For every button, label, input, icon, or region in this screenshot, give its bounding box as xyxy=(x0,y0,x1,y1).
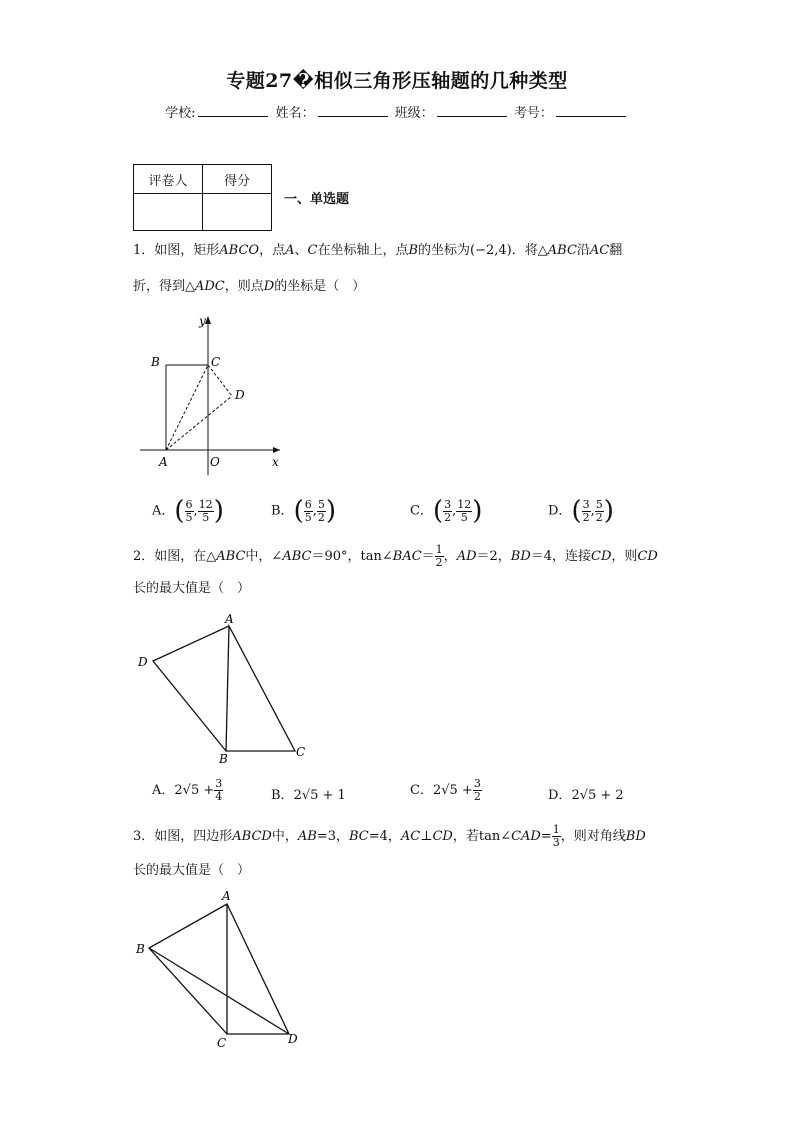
q2-text: ＝4，连接 xyxy=(530,549,592,564)
triangle-abc xyxy=(226,626,295,751)
q1-c: C xyxy=(307,243,318,258)
quadrilateral-abcd xyxy=(149,904,289,1034)
q1-option-b[interactable]: B．( $\frac{6}{5}$ , $\frac{5}{2}$ ) xyxy=(271,496,337,526)
denominator: 2 xyxy=(473,790,481,803)
paren-close: ) xyxy=(213,496,224,526)
q2-text: ＝ xyxy=(421,549,435,564)
fraction xyxy=(185,499,194,524)
numerator: 6 xyxy=(304,497,312,511)
q1-text: 的坐标是（ ） xyxy=(274,279,366,294)
q1-text: 翻 xyxy=(609,243,623,258)
paren-close: ) xyxy=(472,496,483,526)
option-expr: 2√5 + xyxy=(432,783,473,798)
school-blank[interactable] xyxy=(198,104,268,117)
label-d: D xyxy=(288,1032,298,1046)
q2-abc: ABC xyxy=(216,549,246,564)
label-a: A xyxy=(225,612,234,626)
segment-ad xyxy=(166,396,232,450)
q1-adc: ADC xyxy=(195,279,225,294)
numerator: 3 xyxy=(444,497,452,511)
option-label: D． xyxy=(548,503,572,519)
label-c: C xyxy=(296,745,306,759)
label-x: x xyxy=(272,455,279,469)
fraction xyxy=(473,778,482,803)
q1-abco: ABCO xyxy=(219,243,260,258)
q1-text: ．将△ xyxy=(511,243,548,258)
number-blank[interactable] xyxy=(556,104,626,117)
denominator: 5 xyxy=(304,510,312,524)
label-a: A xyxy=(159,455,168,469)
paren-open: ( xyxy=(174,496,185,526)
q2-cd: CD xyxy=(591,549,612,564)
question-1-line-1 xyxy=(133,242,622,260)
q2-abc: ABC xyxy=(282,549,312,564)
fraction xyxy=(304,499,313,524)
q2-option-c[interactable] xyxy=(410,778,482,803)
q3-ac-perp-cd: AC⊥CD xyxy=(400,829,453,844)
q2-text: ＝90°，tan∠ xyxy=(311,549,393,564)
denominator: 3 xyxy=(552,836,560,849)
y-axis-arrow xyxy=(205,316,211,324)
section-heading: 一、单选题 xyxy=(284,192,350,207)
numerator: 1 xyxy=(552,823,560,836)
segment-ac xyxy=(166,365,208,450)
numerator: 5 xyxy=(595,497,603,511)
q3-ab: AB xyxy=(297,829,317,844)
label-b: B xyxy=(136,942,145,956)
q3-text: =4， xyxy=(368,829,401,844)
label-a: A xyxy=(222,889,231,903)
fraction xyxy=(582,499,591,524)
numerator: 6 xyxy=(185,497,193,511)
paren-open: ( xyxy=(293,496,304,526)
denominator: 5 xyxy=(185,510,193,524)
numerator: 1 xyxy=(435,543,443,556)
score-table xyxy=(133,164,272,231)
numerator: 3 xyxy=(473,777,481,790)
label-b: B xyxy=(219,752,228,766)
paren-close: ) xyxy=(603,496,614,526)
q1-text: 在坐标轴上，点 xyxy=(317,243,409,258)
q1-coord: (−2,4) xyxy=(470,243,512,258)
label-b: B xyxy=(151,355,160,369)
q3-bc: BC xyxy=(348,829,369,844)
numerator: 5 xyxy=(317,497,325,511)
q3-figure xyxy=(130,885,320,1055)
question-1-line-2 xyxy=(133,278,365,296)
q2-text: ，则 xyxy=(611,549,638,564)
segments-ad-db xyxy=(153,626,229,751)
class-label: 班级： xyxy=(394,106,434,121)
label-y: y xyxy=(199,314,206,328)
option-label: C． xyxy=(410,783,433,798)
q1-text: ，则点 xyxy=(224,279,264,294)
denominator: 2 xyxy=(444,510,452,524)
option-label: A． xyxy=(152,783,175,798)
q1-text: 、 xyxy=(294,243,308,258)
numerator: 3 xyxy=(582,497,590,511)
q3-text: ，若tan∠ xyxy=(452,829,512,844)
q1-d: D xyxy=(263,279,275,294)
x-axis-arrow xyxy=(273,447,280,453)
denominator: 5 xyxy=(460,510,468,524)
q1-text: 折，得到△ xyxy=(133,279,195,294)
fraction xyxy=(552,824,561,849)
school-label: 学校: xyxy=(165,106,196,121)
grader-cell[interactable] xyxy=(134,194,203,231)
option-expr: 2√5 + xyxy=(174,783,215,798)
q1-text: 的坐标为 xyxy=(418,243,471,258)
q2-option-a[interactable] xyxy=(152,778,223,803)
student-info-line xyxy=(0,102,794,121)
number-label: 考号： xyxy=(513,106,553,121)
q3-text: 中， xyxy=(271,829,298,844)
q1-a: A xyxy=(285,243,295,258)
q3-text: = xyxy=(540,829,552,844)
question-3-line-1 xyxy=(133,824,646,849)
grader-header: 评卷人 xyxy=(134,165,203,194)
q2-figure xyxy=(130,608,320,768)
denominator: 2 xyxy=(317,510,325,524)
fraction xyxy=(198,499,214,524)
name-blank[interactable] xyxy=(318,104,388,117)
q1-abc: ABC xyxy=(547,243,577,258)
question-2-line-1 xyxy=(133,544,658,569)
label-d: D xyxy=(138,655,148,669)
q2-text: ， xyxy=(443,549,457,564)
q2-bd: BD xyxy=(510,549,531,564)
q3-cad: CAD xyxy=(511,829,541,844)
label-o: O xyxy=(210,455,220,469)
score-header: 得分 xyxy=(203,165,272,194)
fraction xyxy=(317,499,326,524)
q3-text: 3．如图，四边形 xyxy=(133,829,233,844)
option-expr: 2√5 + 1 xyxy=(293,788,346,803)
segment-cd xyxy=(208,365,232,396)
q1-ac: AC xyxy=(589,243,610,258)
q2-cd: CD xyxy=(637,549,658,564)
denominator: 4 xyxy=(215,790,223,803)
option-label: A． xyxy=(152,503,175,519)
class-blank[interactable] xyxy=(437,104,507,117)
option-label: B． xyxy=(271,503,294,519)
q1-figure xyxy=(130,310,290,480)
q1-b: B xyxy=(408,243,419,258)
paren-open: ( xyxy=(432,496,444,526)
numerator: 3 xyxy=(215,777,223,790)
q2-bac: BAC xyxy=(392,549,422,564)
fraction xyxy=(456,499,472,524)
denominator: 2 xyxy=(435,556,443,569)
label-c: C xyxy=(217,1036,227,1050)
label-c: C xyxy=(211,355,221,369)
fraction xyxy=(435,544,444,569)
paren-close: ) xyxy=(325,496,337,526)
q1-option-a[interactable]: A．( $\frac{6}{5}$ , $\frac{12}{5}$ ) xyxy=(152,496,224,526)
denominator: 2 xyxy=(582,510,590,524)
option-label: B． xyxy=(271,788,294,803)
numerator: 12 xyxy=(457,497,472,511)
q2-option-b[interactable] xyxy=(271,784,346,803)
name-label: 姓名： xyxy=(275,106,315,121)
paren-open: ( xyxy=(571,496,582,526)
q3-abcd: ABCD xyxy=(232,829,272,844)
denominator: 2 xyxy=(595,510,603,524)
q3-text: ，则对角线 xyxy=(560,829,626,844)
option-label: C． xyxy=(410,503,433,519)
q1-option-c[interactable]: C．( $\frac{3}{2}$ , $\frac{12}{5}$ ) xyxy=(410,496,483,526)
option-expr: 2√5 + 2 xyxy=(571,788,624,803)
q1-text: ，点 xyxy=(259,243,286,258)
q1-text: 1．如图，矩形 xyxy=(133,243,220,258)
fraction xyxy=(214,778,223,803)
q2-option-d[interactable] xyxy=(548,784,624,803)
q1-text: 沿 xyxy=(576,243,590,258)
q3-bd: BD xyxy=(625,829,646,844)
q2-text: 中，∠ xyxy=(245,549,283,564)
q2-ad: AD xyxy=(456,549,477,564)
numerator: 12 xyxy=(198,497,213,511)
q2-text: 2．如图，在△ xyxy=(133,549,217,564)
label-d: D xyxy=(235,388,245,402)
question-2-line-2: 长的最大值是（ ） xyxy=(133,581,251,596)
question-3-line-2: 长的最大值是（ ） xyxy=(133,863,251,878)
score-cell[interactable] xyxy=(203,194,272,231)
q2-text: ＝2， xyxy=(476,549,511,564)
fraction xyxy=(595,499,604,524)
denominator: 5 xyxy=(202,510,210,524)
page-title: 专题27�相似三角形压轴题的几种类型 xyxy=(226,70,568,92)
option-label: D． xyxy=(548,788,572,803)
fraction xyxy=(443,499,452,524)
q3-text: =3， xyxy=(316,829,349,844)
q1-option-d[interactable]: D．( $\frac{3}{2}$ , $\frac{5}{2}$ ) xyxy=(548,496,614,526)
